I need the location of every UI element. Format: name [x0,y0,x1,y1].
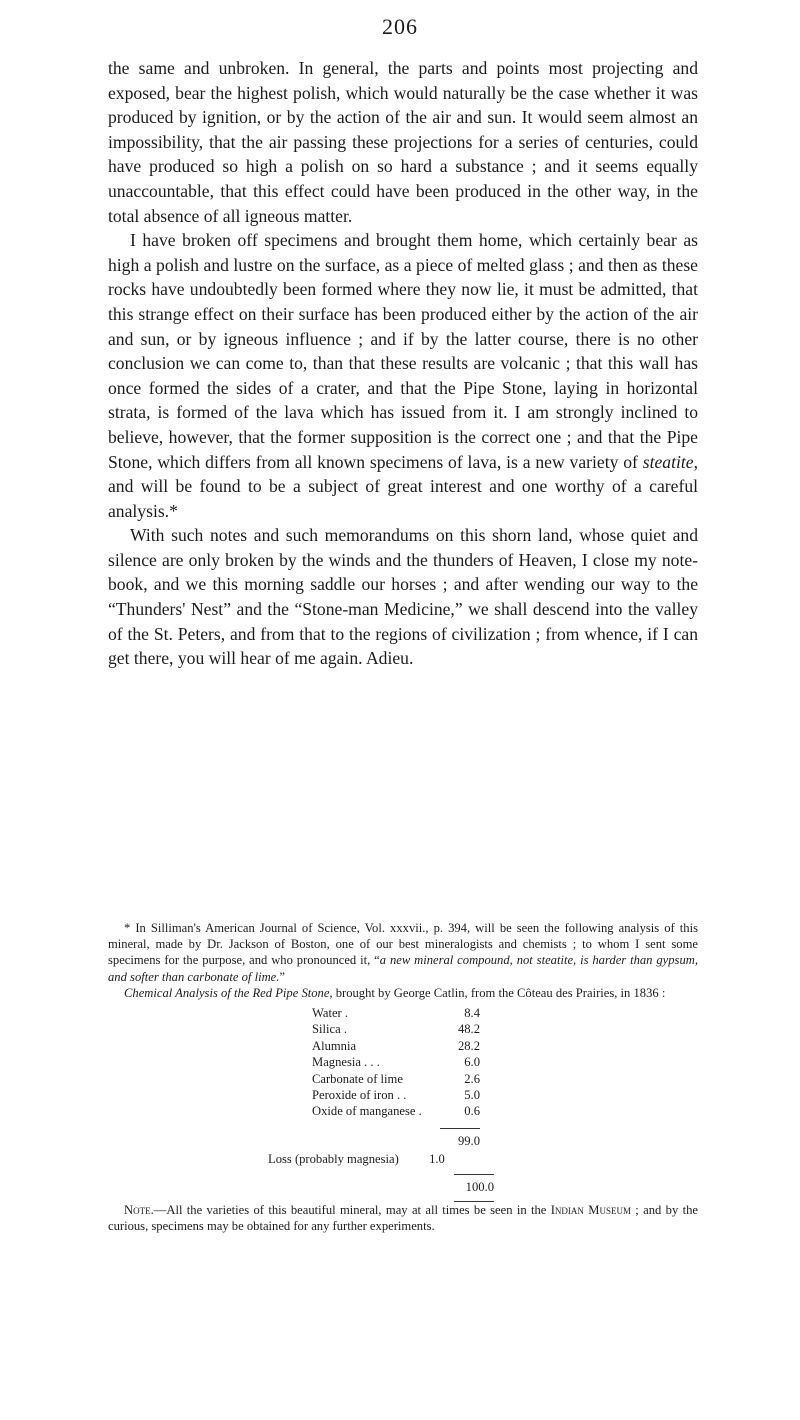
footnote-block [108,920,698,1234]
paragraph-3: With such notes and such memorandums on this shorn land, whose quiet and silence are only broken by the winds and the thunders of Heaven, I close my note-book, and we this morning saddle our horses ; and after wending our way to the “Thunders' Nest” and the “Stone-man Medicine,” we shall descend into the valley of the St. Peters, and from that to the regions of civilization ; from whence, if I can get there, you will hear of me again. Adieu. [108,525,698,669]
row-label: Alumnia [312,1038,357,1053]
table-row [312,1038,480,1054]
page-number: 206 [382,14,418,39]
paragraph-2-text: I have broken off specimens and brought them home, which certainly bear as high a polish and lustre on the surface, as a piece of melted glass ; and then as these rocks have undoubtedly been formed where they now lie, it must be admitted, that this strange effect on their surface has been produced either by the action of the air and sun, or by igneous influence ; and if by the latter course, there is no other conclusion we can come to, than that these results are volcanic ; that this wall has once formed the sides of a crater, and that the Pipe Stone, laying in horizontal strata, is formed of the lava which has issued from it. I am strongly inclined to believe, however, that the former supposition is the correct one ; and that the Pipe Stone, which differs from all known specimens of lava, is a new variety of [108,230,698,472]
footnote-text [108,920,698,985]
row-value: 6.0 [464,1055,480,1070]
row-leader: . . . [360,1055,380,1070]
row-label: Peroxide of iron [312,1088,394,1103]
note-text-before: —All the varieties of this beautiful mineral, may at all times be seen in the [153,1202,551,1217]
row-leader: . [340,1022,347,1037]
museum-note [108,1202,698,1234]
analysis-heading [108,985,698,1001]
table-row [312,1071,480,1087]
subtotal-row [312,1128,480,1149]
row-label: Carbonate of lime [312,1071,403,1086]
row-value: 8.4 [464,1006,480,1021]
paragraph-2-end: , and will be found to be a subject of great interest and one worthy of a careful analysis.* [108,451,698,521]
row-value: 0.6 [464,1104,480,1119]
table-row [312,1054,480,1070]
row-value: 28.2 [457,1038,480,1053]
footnote-lead: * In Silliman's American Journal of Science, Vol. xxxvii., p. 394, will be seen the following analysis of this mineral, made by Dr. Jackson of Boston, one of our best mineralogists and chemists ; to whom I sent some specimens for the purpose, and who pronounced it, “ [108,921,698,968]
analysis-title: Chemical Analysis of the Red Pipe Stone, [124,985,333,1000]
row-label: Silica [312,1022,341,1037]
table-spacer [312,1120,480,1129]
steatite-term: steatite [642,451,694,472]
table-row [312,1087,480,1103]
grand-total: 100.0 [454,1174,494,1195]
row-value: 48.2 [457,1022,480,1037]
loss-label: Loss (probably magnesia) [268,1152,399,1167]
row-value: 5.0 [464,1088,480,1103]
note-museum: Indian Museum [550,1202,631,1217]
main-text [108,56,698,671]
analysis-source: brought by George Catlin, from the Côteau des Prairies, in 1836 : [332,985,666,1000]
row-leader: . . [393,1088,407,1103]
footnote-quote: a new mineral compound, not steatite, is harder than gypsum, and softer than carbonate of lime. [108,953,698,984]
row-leader: . [415,1104,422,1119]
loss-row [268,1151,698,1167]
row-label: Water [312,1006,342,1021]
table-row [312,1005,480,1021]
footnote-quote-end: ” [279,969,285,984]
loss-value: 1.0 [429,1152,445,1167]
row-label: Magnesia [312,1055,361,1070]
note-text-after: ; and by the curious, specimens may be obtained for any further experiments. [108,1202,698,1234]
analysis-table [312,1005,480,1149]
subtotal-value: 99.0 [440,1128,480,1149]
note-lead: Note. [124,1202,154,1217]
row-value: 2.6 [464,1071,480,1086]
row-label: Oxide of manganese [312,1104,416,1119]
table-row [312,1103,480,1119]
table-row [312,1021,480,1037]
paragraph-2 [108,228,698,523]
paragraph-1: the same and unbroken. In general, the parts and points most projecting and exposed, bear the highest polish, which would naturally be the case whether it was produced by ignition, or by the action of the air and sun. It would seem almost an impossibility, that the air passing these projections for a series of centuries, could have produced so high a polish on so hard a substance ; and it seems equally unaccountable, that this effect could have been produced in the other way, in the total absence of all igneous matter. [108,58,698,226]
row-leader: . [341,1006,349,1021]
